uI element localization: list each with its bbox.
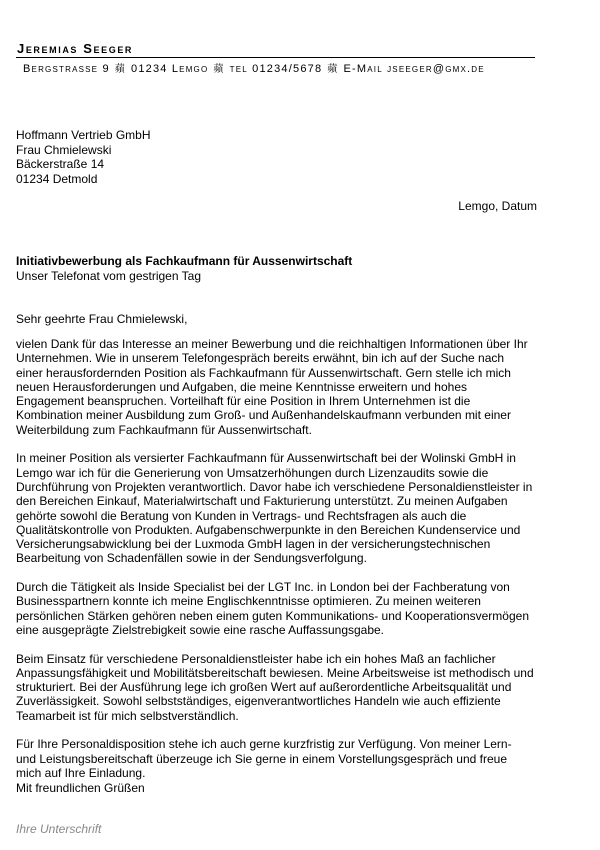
separator-glyph: 蘋: [327, 64, 339, 75]
recipient-company: Hoffmann Vertrieb GmbH: [16, 128, 151, 142]
header-divider: [16, 57, 535, 58]
body-paragraph: Beim Einsatz für verschiedene Personaldienstleister habe ich ein hohes Maß an fachlicher Anpassungsfähigkeit und Mobilitätsbereitschaft bewiesen. Meine Arbeitsweise ist methodisch und strukturiert. Bei der Ausführung lege ich großen Wert auf außerordentliche Arbeitsqualität und Zuverlässigkeit. Sowohl selbstständiges, eigenverantwortliches Handeln wie auch effiziente Teamarbeit ist für mich selbstverständlich.: [16, 651, 534, 723]
separator-glyph: 蘋: [213, 64, 225, 75]
body-paragraph: In meiner Position als versierter Fachkaufmann für Aussenwirtschaft bei der Wolinski GmbH in Lemgo war ich für die Generierung von Umsatzerhöhungen durch Lizenzaudits sowie die Durchführung von Projekten verantwortlich. Davor habe ich verschiedene Personaldienstleister in den Bereichen Einkauf, Materialwirtschaft und Fakturierung unterstützt. Zu meinen Aufgaben gehörte sowohl die Beratung von Kunden in Vertrags- und Rechtsfragen als auch die Qualitätskontrolle von Produkten. Aufgabenschwerpunkte in den Bereichen Kundenservice und Versicherungsabwicklung bei der Luxmoda GmbH lagen in der versicherungstechnischen Bearbeitung von Schadenfällen sowie in der Sendungsverfolgung.: [16, 451, 533, 566]
separator-glyph: 蘋: [114, 64, 126, 75]
recipient-address: [16, 128, 151, 186]
body-paragraph: Für Ihre Personaldisposition stehe ich auch gerne kurzfristig zur Verfügung. Von meiner Lern- und Leistungsbereitschaft überzeuge ich Sie gerne in einem Vorstellungsgespräch und freue mich auf Ihre Einladung.: [16, 737, 512, 780]
salutation: Sehr geehrte Frau Chmielewski,: [16, 312, 188, 326]
recipient-contact: Frau Chmielewski: [16, 142, 112, 157]
body-paragraph: Durch die Tätigkeit als Inside Specialist bei der LGT Inc. in London bei der Fachberatung von Businesspartnern konnte ich meine Englischkenntnisse optimieren. Zu meinen weiteren persönlichen Stärken gehören neben einem guten Kommunikations- und Kooperationsvermögen eine ausgeprägte Zielstrebigkeit sowie eine rasche Auffassungsgabe.: [16, 580, 529, 637]
signature-placeholder: Ihre Unterschrift: [16, 822, 102, 836]
letter-body: [16, 337, 534, 795]
body-paragraph: vielen Dank für das Interesse an meiner Bewerbung und die reichhaltigen Informationen über Ihr Unternehmen. Wie in unserem Telefongespräch bereits erwähnt, bin ich auf der Suche nach einer herausfordernden Position als Fachkaufmann für Aussenwirtschaft. Gern stelle ich mich neuen Herausforderungen und Aufgaben, die meine Kenntnisse erweitern und hohes Engagement beanspruchen. Vorteilhaft für eine Position in Ihrem Unternehmen ist die Kombination meiner Ausbildung zum Groß- und Außenhandelskaufmann verbunden mit einer Weiterbildung zum Fachkaufmann für Aussenwirtschaft.: [16, 337, 528, 437]
sender-street: Bergstrasse 9: [23, 63, 110, 75]
recipient-street: Bäckerstraße 14: [16, 157, 105, 171]
recipient-city: 01234 Detmold: [16, 171, 98, 186]
subject-reference: Unser Telefonat vom gestrigen Tag: [16, 268, 201, 283]
sender-contact-line: [23, 60, 485, 75]
sender-email: E-Mail jseeger@gmx.de: [343, 63, 485, 75]
subject-title: Initiativbewerbung als Fachkaufmann für Aussenwirtschaft: [16, 254, 353, 268]
sender-phone: tel 01234/5678: [229, 63, 323, 75]
sender-name: Jeremias Seeger: [17, 41, 134, 56]
place-date: Lemgo, Datum: [458, 199, 537, 213]
subject-block: [16, 254, 352, 283]
sender-city: 01234 Lemgo: [131, 63, 209, 75]
closing: Mit freundlichen Grüßen: [16, 781, 145, 795]
